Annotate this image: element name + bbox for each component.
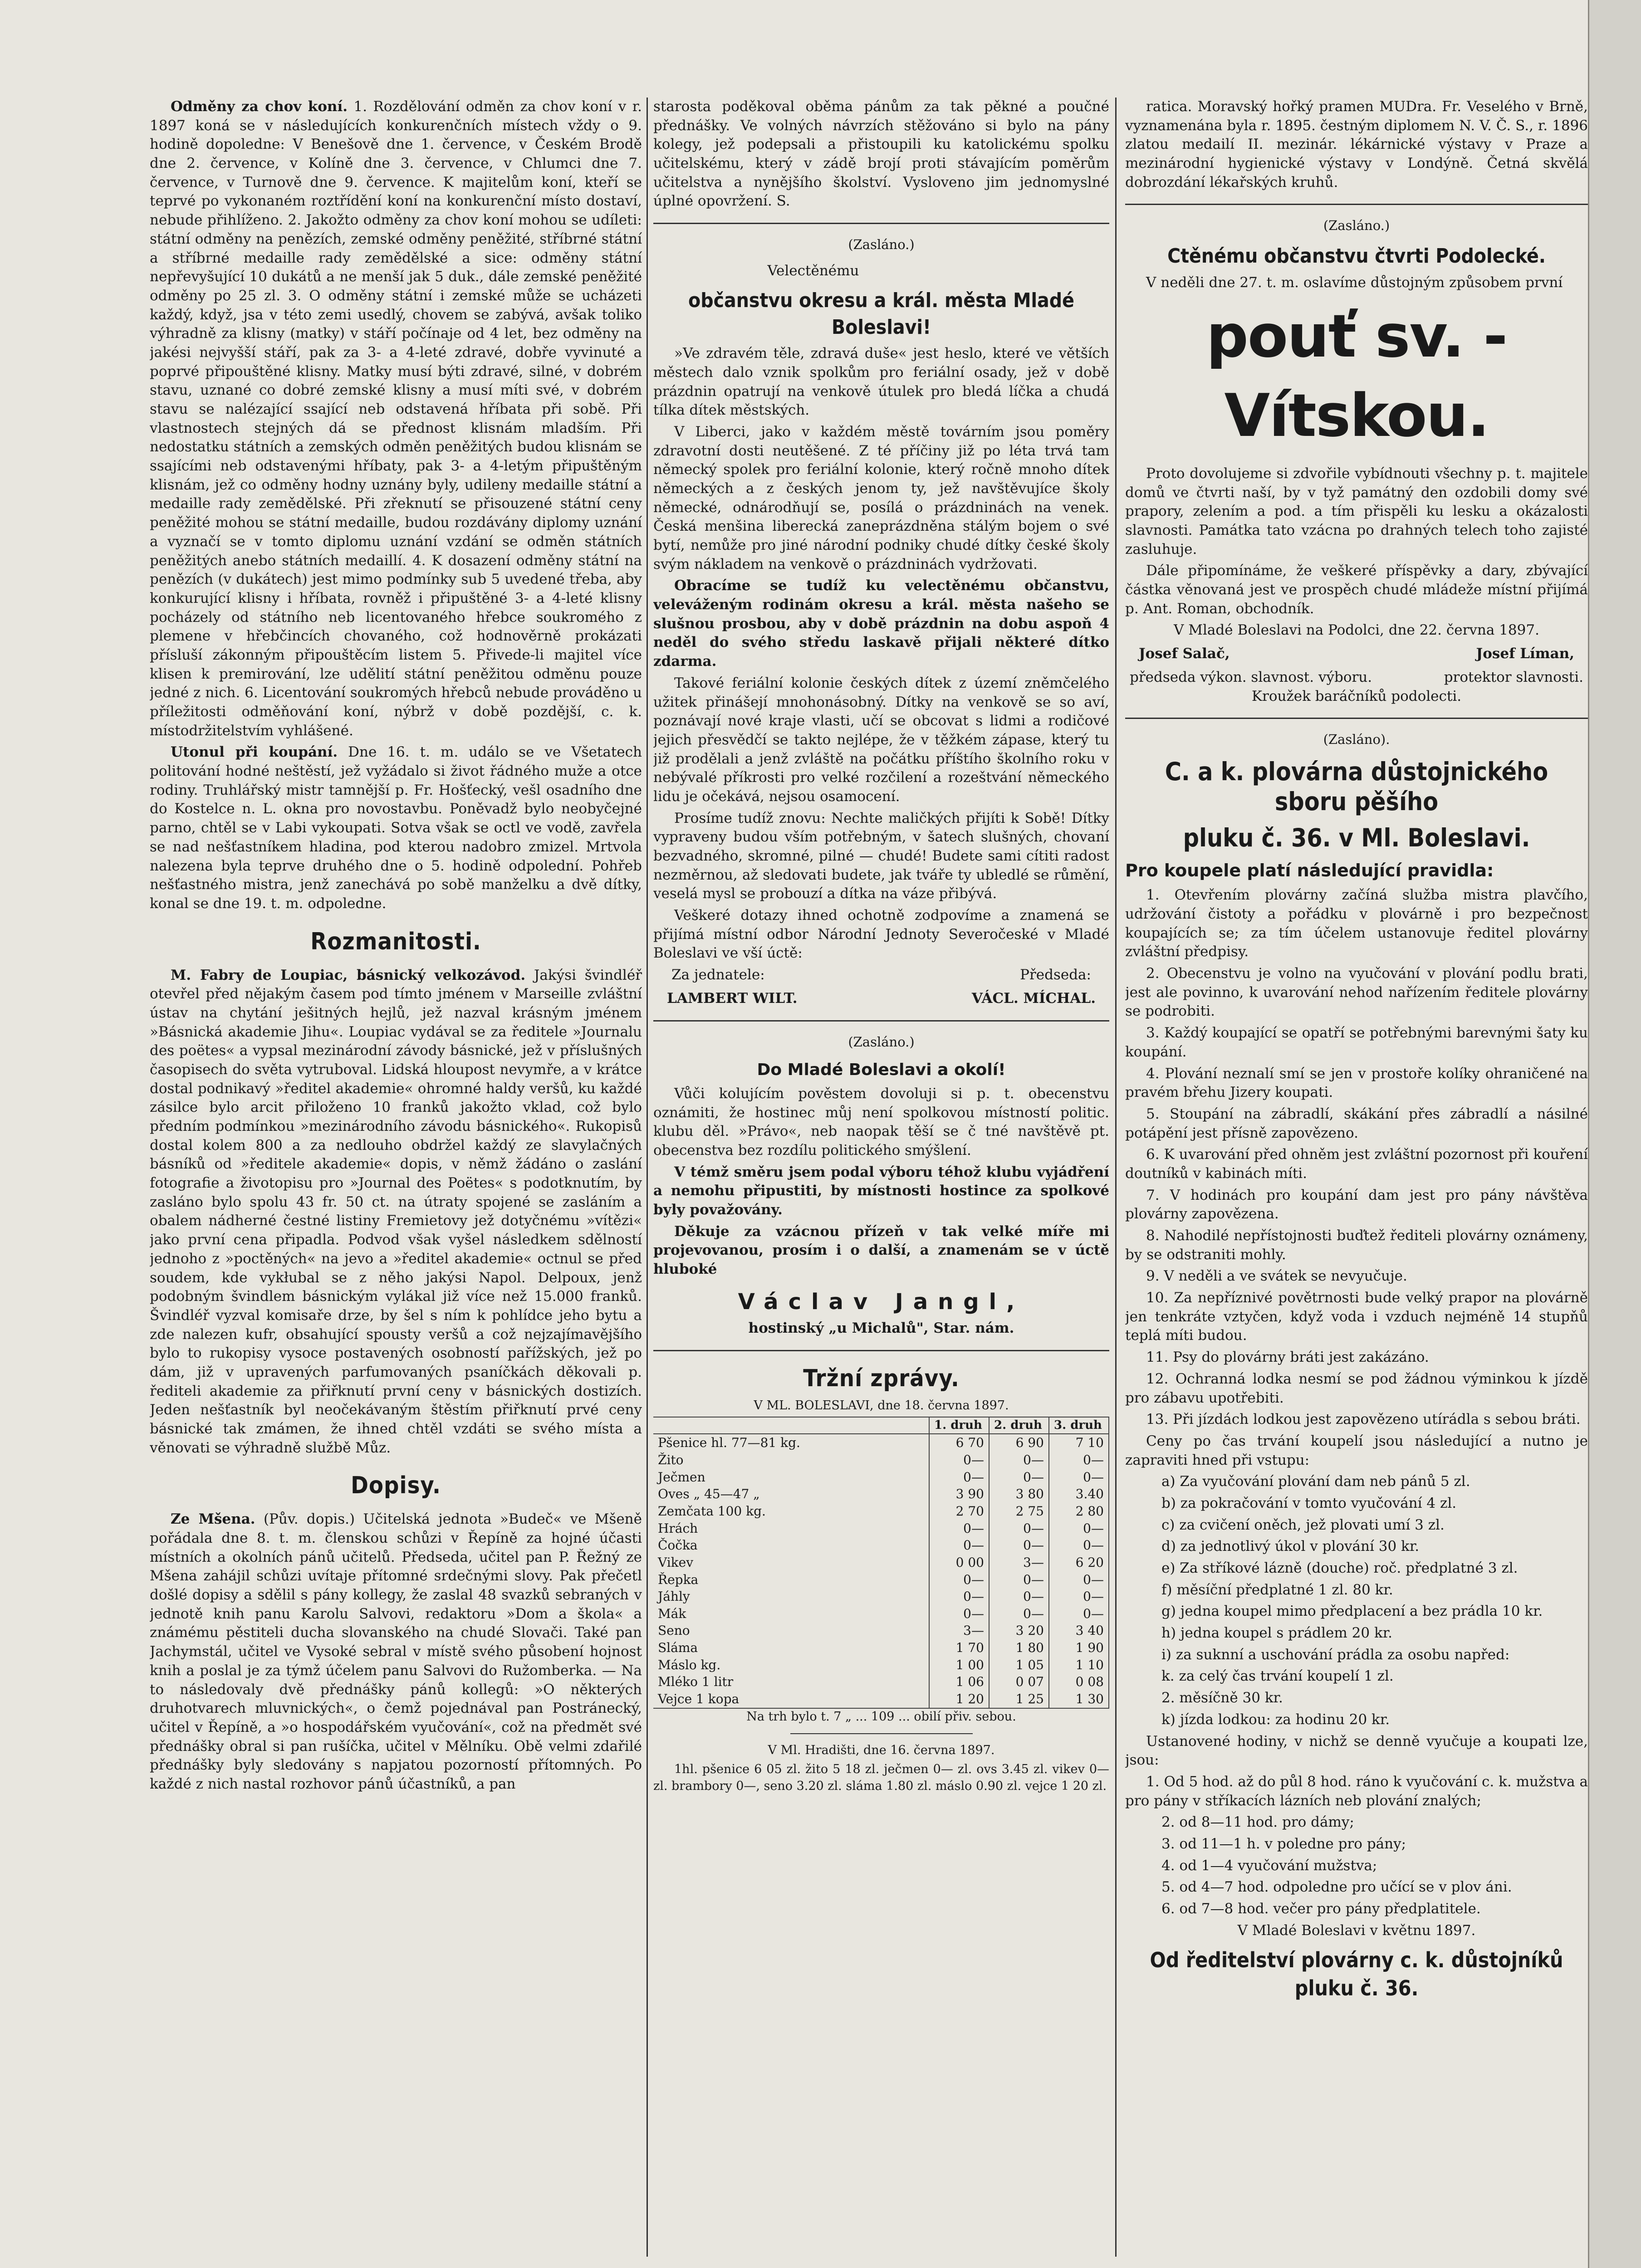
table-cell: Žito bbox=[653, 1452, 929, 1469]
table-cell: 2 80 bbox=[1049, 1503, 1109, 1520]
heading-plovarna-2: pluku č. 36. v Ml. Boleslavi. bbox=[1183, 823, 1530, 853]
list-item: 7. V hodinách pro koupání dam jest pro pány návštěva plovárny zapovězena. bbox=[1125, 1187, 1588, 1222]
table-row bbox=[653, 1588, 1109, 1605]
table-row bbox=[653, 1571, 1109, 1589]
table-cell: 0— bbox=[929, 1537, 989, 1554]
paragraph: »Ve zdravém těle, zdravá duše« jest heslo, které ve větších městech dalo vznik spolkům pro feriální osady, jež v době prázdnin opatrují na venkově útulek pro bledá líčka a chudá tílka dítek městských. bbox=[653, 345, 1109, 419]
table-cell: Řepka bbox=[653, 1571, 929, 1589]
table-row bbox=[653, 1486, 1109, 1503]
table-row bbox=[653, 1639, 1109, 1657]
column-1 bbox=[150, 98, 642, 2257]
table-cell: 0— bbox=[929, 1588, 989, 1605]
table-cell: 0 08 bbox=[1049, 1673, 1109, 1691]
rules-list bbox=[1125, 886, 1588, 1429]
list-item: e) Za stříkové lázně (douche) roč. předplatné 3 zl. bbox=[1161, 1560, 1518, 1577]
table-row bbox=[653, 1434, 1109, 1452]
paragraph: Děkuje za vzácnou přízeň v tak velké míře mi projevovanou, prosím i o další, a znamenám se v úctě hluboké bbox=[653, 1223, 1109, 1278]
table-cell: Seno bbox=[653, 1622, 929, 1639]
table-cell: 0— bbox=[1049, 1588, 1109, 1605]
divider bbox=[790, 1733, 973, 1734]
article-fabry: M. Fabry de Loupiac, básnický velkozávod. Jakýsi švindléř otevřel před nějakým časem pod tímto jménem v Marseille zvláštní ústav na chytání ješitných hejlů, jež nazval krásným jménem »Básnická akademie Jihu«. Loupiac vydával se za ředitele »Journalu des poëtes« a vypsal mezinárodní závody básnické, jež v příslušných časopisech do světa vytruboval. Lidská hloupost nevymře, a v krátce dostal podnikavý »ředitel akademie« ohromné haldy veršů, ku každé zásilce bylo arcit přiloženo 10 franků jakožto vklad, což bylo předním podmínkou »mezinárodního závodu básnického«. Rukopisů dostal kolem 800 a za nedlouho obdržel každý ze slavylačných básníků od »ředitele akademie« dopis, v němž žádáno o zaslání fotografie a životopisu pro »Journal des Poëtes« s podotknutím, by zasláno bylo spolu 43 fr. 50 ct. na útraty spojené se zasláním a obalem nádherné čestné listiny Fremietovy jež dotyčnému »vítězi« jako první cena připadla. Podvod však vyšel následkem sdělností jednoho z »poctěných« na jevo a »ředitel akademie« octnul se před soudem, kde vykłubal se z něho jakýsi Napol. Delpoux, jenž podobným švindlem básnickým vylákal již více než 15.000 franků. Švindléř vyzval komisaře drze, by šel s ním k pohlídce jeho bytu a zde nalezen kufr, obsahující spousty veršů a což nejzajímavějšího bylo to rukopisy vysoce postavených osobností pařížských, jež po dám, již v upravených parfumovaných psaníčkách děkovali p. řediteli akademie za přiřknutí první ceny v básnických dostizích. Jeden nešťastník byl neočekávaným štěstím přiřknutí prvé ceny básnické tak zmámen, že ihned chtěl vzdáti se svého místa a věnovati se výhradně službě Můz. bbox=[150, 967, 642, 1456]
zaslano-label: (Zasláno.) bbox=[848, 1034, 915, 1050]
paragraph: V Liberci, jako v každém městě továrním jsou poměry zdravotní dosti neutěšené. Z té příčiny již po léta trvá tam německý spolek pro feriální kolonie, který ročně mnoho dítek německých a z českých jenom ty, jež navštěvujíce školy německé, odnárodňují se, posílá o prázdninách na venek. Česká menšina liberecká zaneprázdněna stálým bojem o své bytí, nemůže pro jiné národní podniky chudé dítky české školy svým nákladem na venkově o prázdninách vydržovati. bbox=[653, 423, 1109, 572]
divider bbox=[653, 223, 1109, 224]
table-cell: Oves „ 45—47 „ bbox=[653, 1486, 929, 1503]
divider bbox=[1125, 718, 1588, 719]
table-cell: Zemčata 100 kg. bbox=[653, 1503, 929, 1520]
table-cell: 1 10 bbox=[1049, 1657, 1109, 1674]
page-margin-strip bbox=[1588, 0, 1641, 2268]
list-item: f) měsíční předplatné 1 zl. 80 kr. bbox=[1161, 1581, 1393, 1598]
heading-plovarna: C. a k. plovárna důstojnického sboru pěšího bbox=[1165, 757, 1548, 816]
zaslano-label: (Zasláno.) bbox=[848, 237, 915, 253]
list-item: 6. K uvarování před ohněm jest zvláštní pozornost při kouření doutníků v kabinách míti. bbox=[1125, 1146, 1588, 1182]
column-rule bbox=[1115, 98, 1117, 2257]
table-cell: 0— bbox=[1049, 1537, 1109, 1554]
paragraph: Vůči kolujícím pověstem dovoluji si p. t. obecenstvu oznámiti, že hostinec můj není spolkovou místností politic. klubu děl. »Právo«, neb naopak těší se č tné navštěvě pt. obecenstva bez rozdílu politického smýšlení. bbox=[653, 1085, 1109, 1158]
table-cell: 3 20 bbox=[989, 1622, 1049, 1639]
date-line: V Mladé Boleslavi na Podolci, dne 22. června 1897. bbox=[1174, 622, 1539, 639]
table-footer: Na trh bylo t. 7 „ ... 109 ... obilí přiv. sebou. bbox=[746, 1709, 1016, 1724]
table-cell: 0— bbox=[1049, 1571, 1109, 1589]
table-cell: Pšenice hl. 77—81 kg. bbox=[653, 1434, 929, 1452]
list-item: 4. Plování neznalí smí se jen v prostoře kolíky ohraničené na pravém břehu Jizery koupati. bbox=[1125, 1065, 1588, 1101]
signature-group: Kroužek baráčníků podolecti. bbox=[1251, 688, 1462, 704]
table-cell: Jáhly bbox=[653, 1588, 929, 1605]
hours-list bbox=[1125, 1813, 1588, 1918]
list-item: 10. Za nepříznivé povětrnosti bude velký prapor na plovárně jen tenkráte vztyčen, když voda i vzduch nejméně 14 stupňů teplá míti budou. bbox=[1125, 1290, 1588, 1344]
date-line: V Mladé Boleslavi v květnu 1897. bbox=[1237, 1922, 1476, 1939]
table-cell: 0— bbox=[1049, 1469, 1109, 1486]
divider bbox=[653, 1350, 1109, 1351]
list-item: 1. Otevřením plovárny začíná služba mistra plavčího, udržování čistoty a pořádku v plovárně i pro bezpečnost koupajících se; za tím účelem ustanovuje ředitel plovárny zvláštní předpisy. bbox=[1125, 887, 1588, 960]
paragraph: Takové feriální kolonie českých dítek z území zněmčelého užitek přinášejí mnohonásobný. Dítky na venkově se so aví, poznávají nové kraje vlasti, učí se obcovat s lidmi a rodičové jejich přesvědčí se takto nejlépe, že v těžkém zápase, který tu již prodělali a jenž zvláště na počátku příštího školního roku v nebývalé příkrosti pro velké rozčilení a rozeštvání německého lidu je očekává, nejsou osamocení. bbox=[653, 675, 1109, 805]
paragraph: V témž směru jsem podal výboru téhož klubu vyjádření a nemohu připustiti, by místnosti hostince za spolkové byly považovány. bbox=[653, 1163, 1109, 1218]
table-cell: 1 25 bbox=[989, 1691, 1049, 1708]
plovarna-footer: Od ředitelství plovárny c. k. důstojníků pluku č. 36. bbox=[1150, 1948, 1563, 2001]
table-cell: 0— bbox=[989, 1571, 1049, 1589]
zaslano-label: (Zasláno). bbox=[1323, 732, 1390, 748]
list-item: 5. od 4—7 hod. odpoledne pro učící se v plov áni. bbox=[1161, 1879, 1512, 1896]
table-cell: 3— bbox=[989, 1554, 1049, 1571]
market-prices-2: 1hl. pšenice 6 05 zl. žito 5 18 zl. ječmen 0— zl. ovs 3.45 zl. vikev 0— zl. brambory 0—, seno 3.20 zl. sláma 1.80 zl. máslo 0.90 zl. vejce 1 20 zl. bbox=[653, 1762, 1109, 1793]
table-row bbox=[653, 1554, 1109, 1571]
list-item: 13. Při jízdách lodkou jest zapovězeno utírádla s sebou bráti. bbox=[1146, 1411, 1581, 1428]
table-cell: 3 90 bbox=[929, 1486, 989, 1503]
heading-obcanstvu: občanstvu okresu a král. města Mladé Boleslavi! bbox=[688, 288, 1074, 339]
table-cell: 3.40 bbox=[1049, 1486, 1109, 1503]
paragraph: Veškeré dotazy ihned ochotně zodpovíme a znamená se přijímá místní odbor Národní Jednoty Severočeské v Mladé Boleslavi ve vší úctě: bbox=[653, 907, 1109, 962]
article-utonul: Utonul při koupání. Dne 16. t. m. událo se ve Všetatech politování hodné neštěstí, jež vyžádalo si život řádného muže a otce rodiny. Truhlářský mistr tamnější p. Fr. Hošťecký, vešl osadního dne do Kostelce n. L. okna pro novostavbu. Poněvadž bylo neobyčejné parno, chtěl se v Labi vykoupati. Sotva však se octl ve vodě, zavřela se nad nešťastníkem hladina, pod kterou nadobro zmizel. Mrtvola nalezena byla teprve druhého dne o 5. hodině odpolední. Pohřeb nešťastného mistra, jenž zanechává po sobě manželku a dvě dítky, konal se dne 19. t. m. odpoledne. bbox=[150, 744, 642, 912]
table-cell: 7 10 bbox=[1049, 1434, 1109, 1452]
table-header: 3. druh bbox=[1049, 1417, 1109, 1434]
market-date-2: V Ml. Hradišti, dne 16. června 1897. bbox=[768, 1743, 995, 1758]
table-cell: Mák bbox=[653, 1605, 929, 1623]
advertiser-title: hostinský „u Michalů", Star. nám. bbox=[748, 1320, 1014, 1337]
table-row bbox=[653, 1537, 1109, 1554]
signature-roles: předseda výkon. slavnost. výboru. protektor slavnosti. bbox=[1130, 669, 1583, 685]
table-cell: Čočka bbox=[653, 1537, 929, 1554]
table-cell: 1 70 bbox=[929, 1639, 989, 1657]
table-row bbox=[653, 1691, 1109, 1708]
table-cell: 6 70 bbox=[929, 1434, 989, 1452]
price-list bbox=[1125, 1472, 1588, 1729]
list-item: 2. měsíčně 30 kr. bbox=[1161, 1690, 1283, 1706]
table-cell: 0— bbox=[1049, 1605, 1109, 1623]
column-3 bbox=[1125, 98, 1588, 2257]
table-row bbox=[653, 1605, 1109, 1623]
table-cell: 0— bbox=[929, 1452, 989, 1469]
table-cell: 1 06 bbox=[929, 1673, 989, 1691]
signature-labels: Za jednatele: Předseda: bbox=[671, 967, 1091, 983]
list-item: a) Za vyučování plování dam neb pánů 5 zl. bbox=[1161, 1473, 1470, 1490]
table-cell: 3 80 bbox=[989, 1486, 1049, 1503]
list-item: 2. Obecenstvu je volno na vyučování v plování podlu brati, jest ale povinno, k uvarování nehod nařízením ředitele plovárny se podrobiti. bbox=[1125, 965, 1588, 1020]
table-header bbox=[653, 1417, 929, 1434]
list-item: k. za celý čas trvání koupelí 1 zl. bbox=[1161, 1668, 1394, 1685]
salutation: Velectěnému bbox=[767, 263, 859, 279]
table-row bbox=[653, 1657, 1109, 1674]
table-cell: 1 30 bbox=[1049, 1691, 1109, 1708]
table-cell: 0— bbox=[989, 1588, 1049, 1605]
advertiser-name: Václav Jangl, bbox=[738, 1289, 1025, 1315]
table-cell: 0— bbox=[929, 1520, 989, 1537]
pout-headline: pouť sv. - Vítskou. bbox=[1206, 302, 1507, 450]
list-item: 3. Každý koupající se opatří se potřebnými barevnými šaty ku koupání. bbox=[1125, 1025, 1588, 1060]
paragraph: Ustanovené hodiny, v nichž se denně vyučuje a koupati lze, jsou: bbox=[1125, 1733, 1588, 1769]
article-dopisy: Ze Mšena. (Pův. dopis.) Učitelská jednota »Budeč« ve Mšeně pořádala dne 8. t. m. členskou schůzi v Řepíně za hojné účasti místních a okolních pánů učitelů. Předseda, učitel pan P. Řežný ze Mšena zahájil schůzi uvítaje přítomné srdečnými slovy. Pak přečetl došlé dopisy a sdělil s pány kollegy, že zaslal 48 svazků sebraných v jednotě knih panu Karolu Salvovi, redaktoru »Dom a škola« a známému pěstiteli ducha slovanského na chudé Slovači. Také pan Jachymstál, učitel ve Vysoké sebral v místě svého působení hojnost knih a poslal je za týmž účelem panu Salvovi do Ružomberka. — Na to následovaly dvě přednášky pánů kollegů: »O některých druhotvarech mluvnických«, o čemž pojednával pan Postránecký, učitel v Řepíně, a »o hospodářském vyučování«, což na předmět své přednášky obral si pan rušíčka, učitel v Mělníku. Obě velmi zdařilé přednášky byly sledovány s napjatou pozorností přítomných. Po každé z nich nastal rozhovor pánů účastníků, a pan bbox=[150, 1511, 642, 1792]
section-heading-trzni: Tržní zprávy. bbox=[803, 1365, 960, 1393]
table-cell: 0— bbox=[989, 1605, 1049, 1623]
table-cell: 0 00 bbox=[929, 1554, 989, 1571]
signatures: LAMBERT WILT. VÁCL. MÍCHAL. bbox=[667, 990, 1096, 1007]
column-rule bbox=[647, 98, 648, 2257]
list-item: h) jedna koupel s prádlem 20 kr. bbox=[1161, 1625, 1393, 1642]
list-item: 6. od 7—8 hod. večer pro pány předplatitele. bbox=[1161, 1901, 1481, 1917]
table-cell: 1 20 bbox=[929, 1691, 989, 1708]
list-item: 9. V neděli a ve svátek se nevyučuje. bbox=[1146, 1268, 1407, 1285]
table-cell: Mléko 1 litr bbox=[653, 1673, 929, 1691]
table-cell: 1 00 bbox=[929, 1657, 989, 1674]
list-item: d) za jednotlivý úkol v plování 30 kr. bbox=[1161, 1538, 1420, 1555]
paragraph: 1. Od 5 hod. až do půl 8 hod. ráno k vyučování c. k. mužstva a pro pány v stříkacích lázních neb plování znalých; bbox=[1125, 1773, 1588, 1809]
list-item: 12. Ochranná lodka nesmí se pod žádnou výminkou k jízdě pro zábavu upotřebiti. bbox=[1125, 1370, 1588, 1406]
market-date: V ML. BOLESLAVI, dne 18. června 1897. bbox=[754, 1398, 1009, 1413]
paragraph: Proto dovolujeme si zdvořile vybídnouti všechny p. t. majitele domů ve čtvrti naší, by v tyž památný den ozdobili domy své prapory, zelením a pod. a tím přispěli ku lesku a okázalosti slavnosti. Památka tato vzácna po drahných telech toho zajisté zasluhuje. bbox=[1125, 465, 1588, 557]
list-item: 2. od 8—11 hod. pro dámy; bbox=[1161, 1814, 1354, 1831]
table-row bbox=[653, 1503, 1109, 1520]
article-continuation: starosta poděkoval oběma pánům za tak pěkné a poučné přednášky. Ve volných návrzích stěžováno si bylo na pány kolegy, jež podepsali a přistoupili ku katolickému spolku učitelskému, který v zádě brojí proti stávajícím poměrům učitelstva a nynějšího školství. Vysloveno jim jednomyslné úplné opovržení. S. bbox=[653, 98, 1109, 210]
table-row bbox=[653, 1673, 1109, 1691]
paragraph: V neděli dne 27. t. m. oslavíme důstojným způsobem první bbox=[1146, 274, 1563, 291]
table-row bbox=[653, 1452, 1109, 1469]
paragraph: Ceny po čas trvání koupelí jsou následující a nutno je zapraviti hned při vstupu: bbox=[1125, 1432, 1588, 1468]
list-item: 4. od 1—4 vyučování mužstva; bbox=[1161, 1857, 1377, 1874]
list-item: 3. od 11—1 h. v poledne pro pány; bbox=[1161, 1835, 1406, 1852]
table-cell: Máslo kg. bbox=[653, 1657, 929, 1674]
table-cell: 2 75 bbox=[989, 1503, 1049, 1520]
table-cell: 0— bbox=[989, 1537, 1049, 1554]
divider bbox=[653, 1020, 1109, 1022]
list-item: k) jízda lodkou: za hodinu 20 kr. bbox=[1161, 1711, 1390, 1728]
section-heading-rozmanitosti: Rozmanitosti. bbox=[310, 928, 481, 955]
table-cell: 6 20 bbox=[1049, 1554, 1109, 1571]
section-heading-dopisy: Dopisy. bbox=[351, 1472, 441, 1500]
table-cell: 3 40 bbox=[1049, 1622, 1109, 1639]
paragraph: Dále připomínáme, že veškeré příspěvky a dary, zbývající částka věnovaná jest ve prospěch chudé mládeže místní přijímá p. Ant. Roman, obchodník. bbox=[1125, 562, 1588, 617]
article-odmeny: Odměny za chov koní. 1. Rozdělování odměn za chov koní v r. 1897 koná se v následujících konkurenčních místech vždy o 9. hodině dopoledne: V Benešově dne 1. července, v Českém Brodě dne 2. července, v Kolíně dne 3. července, v Chlumci dne 7. července, v Turnově dne 9. července. K majitelům koní, kteří se teprvé po vykonaném roztřídění koní na konkurenční místo dostaví, nebude přihlíženo. 2. Jakožto odměny za chov koní mohou se udíleti: státní odměny na penězích, zemské odměny peněžité, stříbrné státní a stříbrné medaille rady zemědělské a sice: odměny státní nepřevyšující 10 dukátů a ne menší jak 5 duk., dále zemské peněžité odměny po 25 zl. 3. O odměny státní i zemské může se ucházeti každý, když, jsa v této zemi usedlý, chovem se zabývá, avšak toliko výhradně za klisny (matky) v stáří počínaje od 4 let, bez odměny na jakési nejvyšší stáří, pak za 3- a 4-leté zdravé, dobře vyvinuté a poprvé připouštěné klisny. Matky musí býti zdravé, silné, v dobrém stavu, uznané co dobré zemské klisny a musí míti své, v dobrém stavu se nalézající ssající neb odstavená hříbata při sobě. Při vlastnostech stejných dá se přednost klisnám mladším. Při nedostatku státních a zemských odměn peněžitých budou klisnám se ssajícími neb odstavenými hříbaty, pak 3- a 4-letým připuštěným klisnám, jež co odměny hodny uznány byly, udileny medaille státní a medaille rady zemědělské. Při zřeknutí se přisouzené státní ceny peněžité mohou se státní medaille, budou rozdávány diplomy uznání a vyznačí se v tomto diplomu uznání vzdání se odměn státních peněžitých anebo státních medaillí. 4. K dosazení odměny státní na penězích (v dukátech) jest mimo podmínky sub 5 uvedené třeba, aby konkurující klisny i hříbata, rovněž i připuštěné 3- a 4-leté klisny pocházely od státního neb licentovaného hřebce soukromého z plemene v hřebčincích chovaného, což hodnověrně prokázati přísluší zákonným připouštěcím listem 5. Přivede-li majitel více klisen k premirování, lze udělití státní peněžitou odměnu pouze jedné z nich. 6. Licentování soukromých hřebců nebude prováděno u příležitosti odměňování koní, nýbrž v době pozdější, c. k. místodržitelstvím vyhlášené. bbox=[150, 98, 642, 739]
list-item: 8. Nahodilé nepřístojnosti buďtež řediteli plovárny oznámeny, by se odstraniti mohly. bbox=[1125, 1227, 1588, 1263]
table-cell: 3— bbox=[929, 1622, 989, 1639]
table-cell: Vikev bbox=[653, 1554, 929, 1571]
list-item: 11. Psy do plovárny bráti jest zakázáno. bbox=[1146, 1349, 1429, 1366]
table-cell: 1 05 bbox=[989, 1657, 1049, 1674]
table-cell: 0— bbox=[929, 1469, 989, 1486]
table-cell: Sláma bbox=[653, 1639, 929, 1657]
list-item: b) za pokračování v tomto vyučování 4 zl. bbox=[1161, 1495, 1457, 1511]
column-2 bbox=[653, 98, 1109, 2257]
list-item: 5. Stoupání na zábradlí, skákání přes zábradlí a násilné potápění jest přísně zapovězeno. bbox=[1125, 1105, 1588, 1141]
table-cell: 0— bbox=[1049, 1520, 1109, 1537]
table-cell: 6 90 bbox=[989, 1434, 1049, 1452]
table-row bbox=[653, 1622, 1109, 1639]
table-cell: 0— bbox=[989, 1520, 1049, 1537]
article-continuation: ratica. Moravský hořký pramen MUDra. Fr. Veselého v Brně, vyznamenána byla r. 1895. čestným diplomem N. V. Č. S., r. 1896 zlatou medailí II. mezinár. lékárnické výstavy v Praze a mezinárodní hygienické výstavy v Londýně. Četná skvělá dobrozdání lékařských kruhů. bbox=[1125, 98, 1588, 191]
table-cell: Vejce 1 kopa bbox=[653, 1691, 929, 1708]
paragraph: Prosíme tudíž znovu: Nechte maličkých přijíti k Sobě! Dítky vypraveny budou vším potřebným, v šatech slušných, chovaní bezvadného, skromné, pilné — chudé! Budete sami cítiti radost nezměrnou, až sledovati budete, jak tváře ty ubledlé se růmění, veselá mysl se probouzí a dítka na váze přibývá. bbox=[653, 810, 1109, 902]
list-item: g) jedna koupel mimo předplacení a bez prádla 10 kr. bbox=[1161, 1603, 1543, 1620]
table-cell: 0 07 bbox=[989, 1673, 1049, 1691]
table-cell: 0— bbox=[989, 1452, 1049, 1469]
table-cell: 0— bbox=[929, 1571, 989, 1589]
divider bbox=[1125, 204, 1588, 205]
table-cell: Hrách bbox=[653, 1520, 929, 1537]
table-cell: 2 70 bbox=[929, 1503, 989, 1520]
table-header: 1. druh bbox=[929, 1417, 989, 1434]
table-cell: 0— bbox=[989, 1469, 1049, 1486]
table-row bbox=[653, 1520, 1109, 1537]
list-item: c) za cvičení oněch, jež plovati umí 3 zl. bbox=[1161, 1516, 1445, 1533]
price-table bbox=[653, 1417, 1109, 1708]
heading-do-mlade-boleslavi: Do Mladé Boleslavi a okolí! bbox=[757, 1060, 1006, 1079]
paragraph: Obracíme se tudíž ku velectěnému občanstvu, veleváženým rodinám okresu a král. města našeho se slušnou prosbou, aby v době prázdnin na dobu aspoň 4 neděl do svého středu laskavě přijali některé dítko zdarma. bbox=[653, 577, 1109, 670]
heading-pravidla: Pro koupele platí následující pravidla: bbox=[1125, 860, 1494, 881]
table-cell: 1 90 bbox=[1049, 1639, 1109, 1657]
table-cell: Ječmen bbox=[653, 1469, 929, 1486]
list-item: i) za suknní a uschování prádla za osobu napřed: bbox=[1161, 1646, 1510, 1663]
table-row bbox=[653, 1469, 1109, 1486]
table-cell: 0— bbox=[1049, 1452, 1109, 1469]
heading-podolec: Ctěnému občanstvu čtvrti Podolecké. bbox=[1167, 244, 1546, 268]
signatures: Josef Salač, Josef Líman, bbox=[1139, 645, 1574, 662]
table-header: 2. druh bbox=[989, 1417, 1049, 1434]
table-cell: 1 80 bbox=[989, 1639, 1049, 1657]
zaslano-label: (Zasláno.) bbox=[1323, 218, 1390, 234]
table-cell: 0— bbox=[929, 1605, 989, 1623]
